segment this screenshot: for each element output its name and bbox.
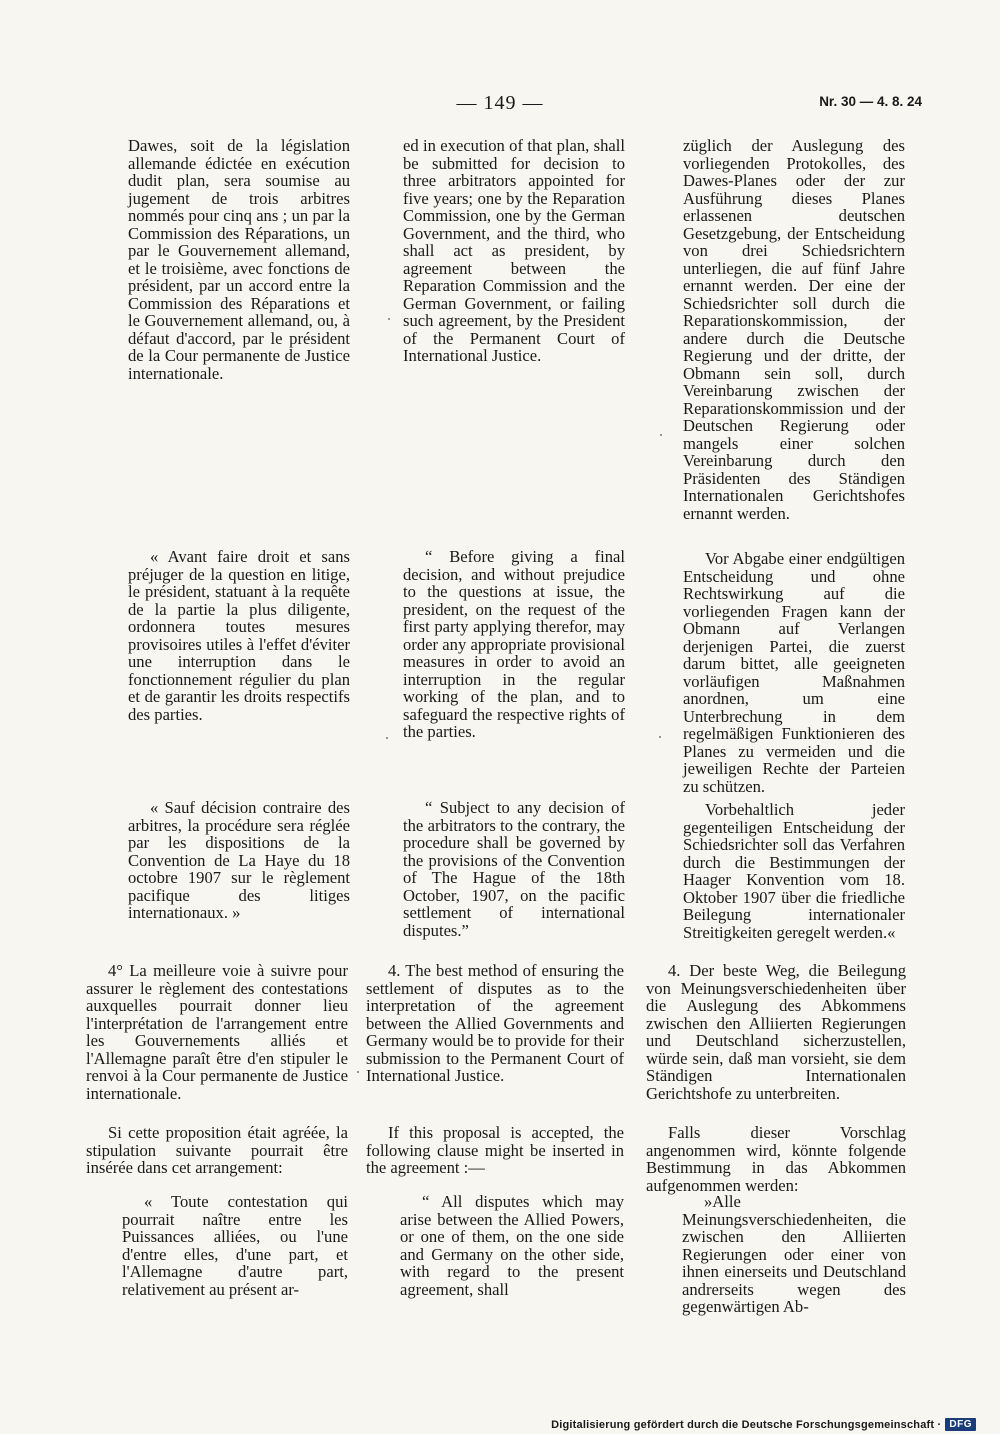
scan-speck <box>659 736 661 738</box>
footer-credit <box>551 1418 976 1431</box>
issue-date: Nr. 30 — 4. 8. 24 <box>819 94 922 109</box>
de-paragraph-4: 4. Der beste Weg, die Beilegung von Meinungsverschiedenheiten über die Auslegung des Abkommens zwischen den Alliierten Regierungen und Deutschland sicherzustellen, würde sein, daß man vorsieht, sie dem Ständigen Internationalen Gerichtshofe zu unterbreiten. <box>646 961 906 1103</box>
de-paragraph-5: Falls dieser Vorschlag angenommen wird, könnte folgende Bestimmung in das Abkommen aufgenommen werden: <box>646 1123 906 1195</box>
de-paragraph-3: Vorbehaltlich jeder gegenteiligen Entscheidung der Schiedsrichter soll das Verfahren durch die Bestimmungen der Haager Konvention vom 18. Oktober 1907 über die friedliche Beilegung internationaler Streitigkeiten geregelt werden.« <box>683 800 905 942</box>
en-paragraph-1: ed in execution of that plan, shall be submitted for decision to three arbitrators appointed for five years; one by the Reparation Commission, one by the German Government, and the third, who shall act as president, by agreement between the Reparation Commission and the German Government, or failing such agreement, by the President of the Permanent Court of International Justice. <box>403 136 625 365</box>
en-paragraph-3: “ Subject to any decision of the arbitrators to the contrary, the procedure shall be governed by the provisions of the Convention of The Hague of the 18th October, 1907, on the pacific settlement of international disputes.” <box>403 798 625 940</box>
en-paragraph-2: “ Before giving a final decision, and without prejudice to the questions at issue, the president, on the request of the first party applying therefor, may order any appropriate provisional measures in order to avoid an interruption in the regular working of the plan, and to safeguard the respective rights of the parties. <box>403 547 625 741</box>
footer-text: Digitalisierung gefördert durch die Deutsche Forschungsgemeinschaft · <box>551 1418 942 1431</box>
en-paragraph-6: “ All disputes which may arise between the Allied Powers, or one of them, on the one side and Germany on the other side, with regard to the present agreement, shall <box>400 1192 624 1299</box>
en-paragraph-4: 4. The best method of ensuring the settlement of disputes as to the interpretation of the agreement between the Allied Governments and Germany would be to provide for their submission to the Permanent Court of International Justice. <box>366 961 624 1085</box>
scan-speck <box>388 318 390 320</box>
scan-speck <box>660 434 662 436</box>
en-paragraph-5: If this proposal is accepted, the following clause might be inserted in the agreement :— <box>366 1123 624 1177</box>
page-number: — 149 — <box>456 92 544 114</box>
scan-speck <box>386 737 388 739</box>
de-paragraph-2: Vor Abgabe einer endgültigen Entscheidung und ohne Rechtswirkung auf die vorliegenden Fragen kann der Obmann auf Verlangen derjenigen Partei, die zuerst darum bittet, alle geeigneten vorläufigen Maßnahmen anordnen, um eine Unterbrechung in dem regelmäßigen Funktionieren des Planes zu vermeiden und die jeweiligen Rechte der Parteien zu schützen. <box>683 549 905 796</box>
de-paragraph-1: züglich der Auslegung des vorliegenden Protokolles, des Dawes-Planes oder der zur Ausführung dieses Planes erlassenen deutschen Gesetzgebung, der Entscheidung von drei Schiedsrichtern unterliegen, die auf fünf Jahre ernannt werden. Der eine der Schiedsrichter soll durch die Reparationskommission, der andere durch die Deutsche Regierung und der dritte, der Obmann sein soll, durch Vereinbarung zwischen der Reparationskommission und der Deutschen Regierung oder mangels einer solchen Vereinbarung durch den Präsidenten des Ständigen Internationalen Gerichtshofes ernannt werden. <box>683 136 905 523</box>
dfg-logo: DFG <box>945 1418 976 1431</box>
de-paragraph-6: »Alle Meinungsverschiedenheiten, die zwischen den Alliierten Regierungen oder einer von ihnen einerseits und Deutschland andrerseits wegen des gegenwärtigen Ab- <box>682 1192 906 1316</box>
fr-paragraph-3: « Sauf décision contraire des arbitres, la procédure sera réglée par les dispositions de la Convention de La Haye du 18 octobre 1907 sur le règlement pacifique des litiges internationaux. » <box>128 798 350 922</box>
fr-paragraph-2: « Avant faire droit et sans préjuger de la question en litige, le président, statuant à la requête de la partie la plus diligente, ordonnera toutes mesures provisoires utiles à l'effet d'éviter une interruption dans le fonctionnement régulier du plan et de garantir les droits respectifs des parties. <box>128 547 350 724</box>
fr-paragraph-4: 4° La meilleure voie à suivre pour assurer le règlement des contestations auxquelles pourrait donner lieu l'interprétation de l'arrangement entre les Gouvernements alliés et l'Allemagne paraît être d'en stipuler le renvoi à la Cour permanente de Justice internationale. <box>86 961 348 1103</box>
fr-paragraph-6: « Toute contestation qui pourrait naître entre les Puissances alliées, ou l'une d'entre elles, d'une part, et l'Allemagne d'autre part, relativement au présent ar- <box>122 1192 348 1299</box>
fr-paragraph-1: Dawes, soit de la législation allemande édictée en exécution dudit plan, sera soumise au jugement de trois arbitres nommés pour cinq ans ; un par la Commission des Réparations, un par le Gouvernement allemand, et le troisième, avec fonctions de président, par un accord entre la Commission des Réparations et le Gouvernement allemand, ou, à défaut d'accord, par le président de la Cour permanente de Justice internationale. <box>128 136 350 383</box>
fr-paragraph-5: Si cette proposition était agréée, la stipulation suivante pourrait être insérée dans cet arrangement: <box>86 1123 348 1177</box>
scan-speck <box>357 1071 359 1073</box>
